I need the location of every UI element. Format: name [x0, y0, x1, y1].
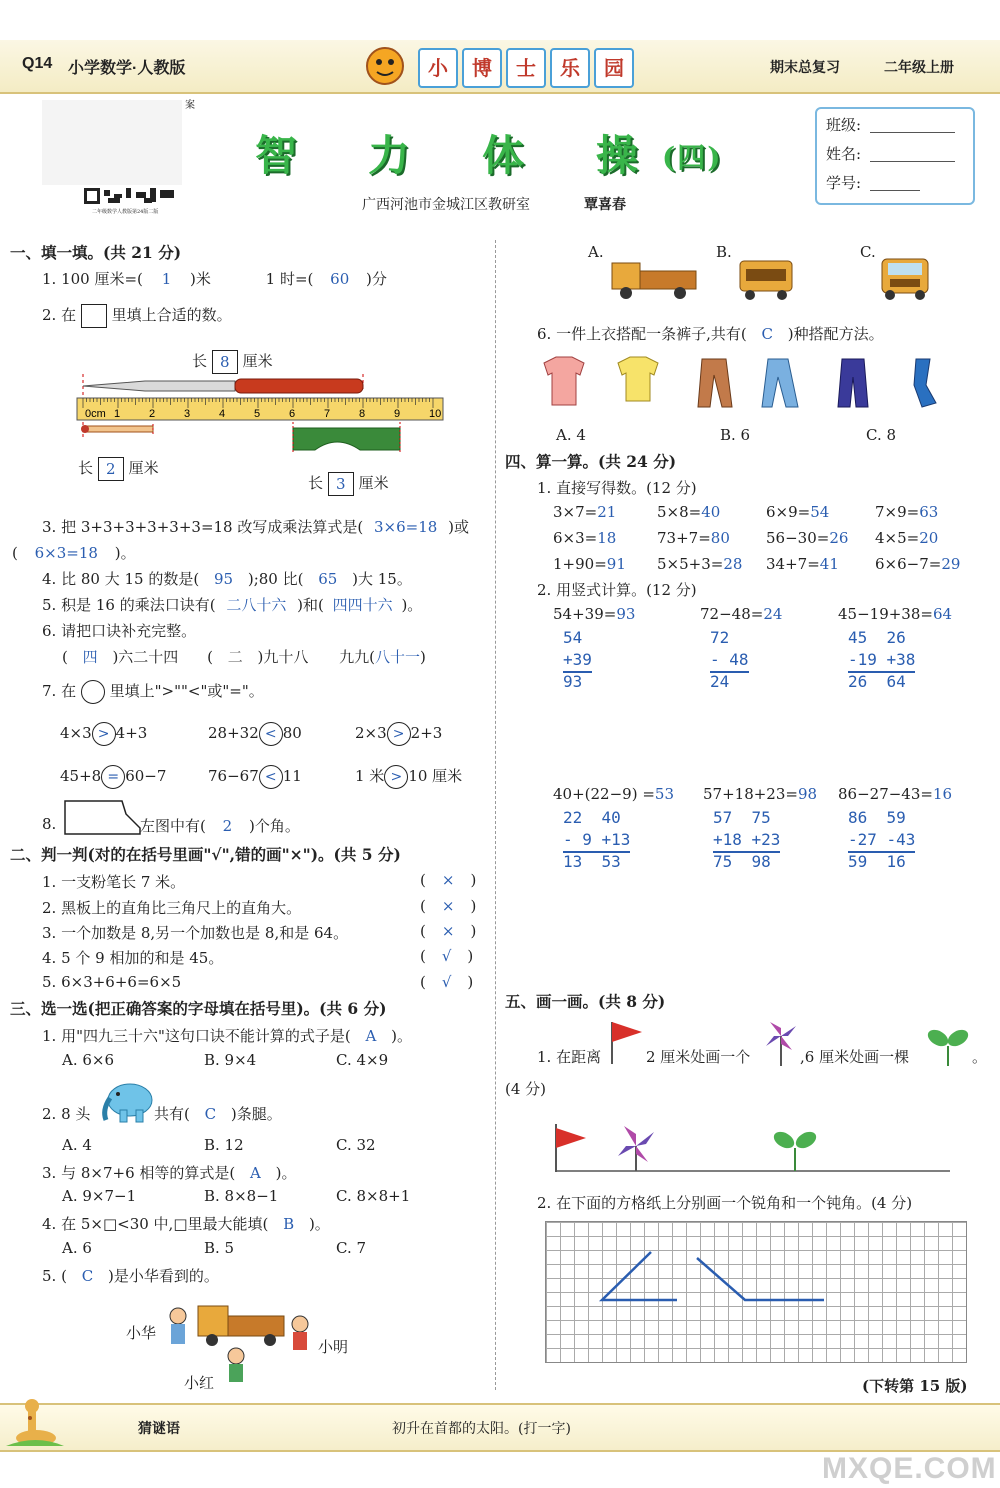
- q-text: 2+3: [410, 724, 443, 742]
- grade-label: 二年级上册: [884, 60, 954, 76]
- brand-char: 士: [506, 48, 546, 88]
- calc-question: 6×3=: [553, 529, 598, 547]
- q-text: 6. 一件上衣搭配一条裤子,共有(: [537, 325, 747, 343]
- calc-part1: 1. 直接写得数。(12 分): [537, 479, 697, 497]
- ruler-diagram: [75, 370, 445, 455]
- ruler-tick-label: 0cm: [85, 408, 106, 420]
- option-label: B.: [716, 243, 732, 261]
- q-text: )是小华看到的。: [107, 1267, 219, 1285]
- answer: 四: [82, 648, 98, 666]
- qr-caption: 二年级数学人教版第24版二版: [92, 209, 159, 215]
- answer: 40: [701, 503, 721, 521]
- q-text: )个角。: [248, 817, 300, 835]
- section4-heading: 四、算一算。(共 24 分): [505, 452, 677, 471]
- answer: 65: [318, 570, 338, 588]
- answer: 95: [213, 570, 234, 588]
- vertical-calc-row: 75 98: [713, 852, 771, 871]
- id-label: 学号:: [826, 174, 862, 192]
- author-name: 覃喜春: [584, 197, 626, 213]
- compare-item: [208, 722, 302, 746]
- q-text: 5. 积是 16 的乘法口诀有(: [42, 596, 216, 614]
- ruler-tick-label: 1: [114, 408, 121, 420]
- q-text: 4+3: [115, 724, 148, 742]
- direct-calc-item: [766, 529, 848, 547]
- vertical-calc-equation: [838, 785, 952, 803]
- brand-char: 小: [418, 48, 458, 88]
- answer: A: [365, 1027, 377, 1045]
- judge-answer: ( √ ): [420, 947, 474, 965]
- option: C. 8×8+1: [336, 1187, 411, 1205]
- option: B. 6: [720, 426, 751, 444]
- q1-3: [42, 516, 469, 537]
- answer: 2: [222, 817, 233, 835]
- answer: ×: [441, 922, 455, 940]
- option: A. 9×7−1: [62, 1187, 137, 1205]
- choice-q5: [42, 1265, 219, 1286]
- answer: 8: [212, 350, 238, 374]
- clothes-icon: [536, 355, 946, 413]
- q1-2: [42, 304, 232, 328]
- direct-calc-item: [657, 503, 720, 521]
- kid-label: 小明: [318, 1338, 349, 1356]
- q1-3b: [12, 542, 136, 563]
- direct-calc-item: [553, 555, 626, 573]
- author-org: 广西河池市金城江区教研室: [362, 197, 530, 213]
- vertical-calc-row: 86 59: [848, 808, 906, 827]
- answer: 21: [597, 503, 617, 521]
- answer: 18: [597, 529, 617, 547]
- q-text: )大 15。: [352, 570, 412, 588]
- elephant-icon: [98, 1076, 156, 1124]
- q-text: 7. 在: [42, 682, 77, 700]
- answer: 2: [98, 457, 124, 481]
- answer: 91: [606, 555, 626, 573]
- id-field[interactable]: [870, 190, 920, 191]
- vertical-calc-row: 13 53: [563, 852, 621, 871]
- calc-question: 54+39=: [553, 605, 617, 623]
- answer: B: [283, 1215, 295, 1233]
- judge-answer: ( × ): [420, 922, 477, 940]
- answer: 98: [797, 785, 818, 803]
- vertical-calc-row: - 9 +13: [563, 829, 630, 853]
- q-text: 九九(: [339, 648, 376, 666]
- compare-item: [355, 765, 462, 789]
- q-text: (: [207, 648, 213, 666]
- compare-item: [355, 722, 442, 746]
- title-number: (四): [662, 141, 723, 174]
- answer: C: [81, 1267, 94, 1285]
- q-text: )米: [190, 270, 211, 288]
- q-text: 28+32: [208, 724, 259, 742]
- unit-label: 厘米: [358, 474, 389, 492]
- answer: 16: [932, 785, 953, 803]
- option: B. 8×8−1: [204, 1187, 279, 1205]
- q1-8-num: 8.: [42, 815, 57, 833]
- q-text: )和(: [297, 596, 324, 614]
- q-text: )。: [391, 1027, 412, 1045]
- calc-question: 86−27−43=: [838, 785, 933, 803]
- choice-q1: [42, 1025, 412, 1046]
- option: C. 8: [866, 426, 897, 444]
- answer: A: [250, 1164, 261, 1182]
- qr-note: 案: [185, 100, 195, 111]
- q-text: 4×3: [60, 724, 92, 742]
- answer: 93: [616, 605, 636, 623]
- vertical-calc-row: - 48: [710, 649, 749, 673]
- answer: C: [204, 1105, 217, 1123]
- kid-label: 小华: [126, 1324, 157, 1342]
- vertical-calc-row: +39: [563, 649, 592, 673]
- q-text: 里填上">""<"或"="。: [109, 682, 264, 700]
- answer: 3×6=18: [374, 518, 438, 536]
- direct-calc-item: [766, 555, 839, 573]
- review-title: 期末总复习: [770, 60, 840, 76]
- unit-label: 厘米: [242, 352, 273, 370]
- calc-question: 45−19+38=: [838, 605, 933, 623]
- answer: 1: [161, 270, 172, 288]
- q-text: ): [420, 648, 426, 666]
- choice-q6: [537, 323, 884, 344]
- direct-calc-item: [875, 529, 938, 547]
- q-text: 里填上合适的数。: [111, 306, 232, 324]
- watermark: MXQE.COM: [822, 1452, 997, 1485]
- vertical-calc-row: 59 16: [848, 852, 906, 871]
- q-text: 1 米: [355, 767, 385, 785]
- brand-char: 博: [462, 48, 502, 88]
- q-text: (: [62, 648, 68, 666]
- ruler-tick-label: 7: [324, 408, 331, 420]
- vertical-calc-equation: [700, 605, 782, 623]
- vertical-calc-row: 24: [710, 672, 730, 691]
- option: C. 4×9: [336, 1051, 389, 1069]
- answer: √: [441, 947, 452, 965]
- pinwheel-icon: [762, 1018, 800, 1068]
- direct-calc-item: [553, 529, 616, 547]
- vertical-calc-row: -27 -43: [848, 829, 915, 853]
- answer: 80: [710, 529, 730, 547]
- q-text: (: [12, 544, 18, 562]
- choice-q4: [42, 1213, 330, 1234]
- name-field[interactable]: [870, 161, 955, 162]
- option: A. 6: [62, 1239, 92, 1257]
- q1-8: [140, 815, 300, 836]
- vertical-calc-row: 45 26: [848, 628, 906, 647]
- calc-question: 56−30=: [766, 529, 830, 547]
- q-text: )或: [448, 518, 469, 536]
- calc-part2: 2. 用竖式计算。(12 分): [537, 581, 697, 599]
- choice-q2: [154, 1103, 282, 1124]
- judge-item: 3. 一个加数是 8,另一个加数也是 8,和是 64。: [42, 924, 349, 942]
- answer: 53: [654, 785, 674, 803]
- judge-answer: ( × ): [420, 897, 477, 915]
- sprout-icon: [926, 1024, 970, 1068]
- choice-q3: [42, 1162, 297, 1183]
- vertical-calc-row: 26 64: [848, 672, 906, 691]
- section5-heading: 五、画一画。(共 8 分): [505, 992, 666, 1011]
- truck-side-icon: [610, 255, 700, 301]
- len-label: 长: [78, 459, 94, 477]
- answer: 54: [810, 503, 830, 521]
- calc-question: 73+7=: [657, 529, 711, 547]
- answer: 3: [328, 472, 354, 496]
- ruler-tick-label: 8: [359, 408, 366, 420]
- q-text: 2. 在: [42, 306, 77, 324]
- vertical-calc-row: 22 40: [563, 808, 621, 827]
- subject-label: 小学数学·人教版: [68, 60, 186, 77]
- q-text: 5. (: [42, 1267, 67, 1285]
- q1-1: [42, 268, 387, 289]
- q1-6-items: [62, 646, 426, 667]
- class-label: 班级:: [826, 116, 862, 134]
- option: B. 9×4: [204, 1051, 257, 1069]
- q1-4: [42, 568, 412, 589]
- answer: 八十一: [375, 648, 421, 666]
- draw-q1-score: (4 分): [505, 1080, 547, 1098]
- title-char: 体: [482, 131, 527, 180]
- option-label: A.: [588, 243, 604, 261]
- truck-front-icon: [878, 255, 932, 301]
- draw-answer-line: [550, 1120, 952, 1176]
- riddle-text: 初升在首都的太阳。(打一字): [392, 1421, 571, 1437]
- q-text: 左图中有(: [140, 817, 206, 835]
- vertical-calc-equation: [553, 605, 635, 623]
- answer: 26: [829, 529, 849, 547]
- compare-item: [60, 722, 147, 746]
- option: A. 4: [556, 426, 586, 444]
- answer: 64: [932, 605, 953, 623]
- answer: =: [101, 765, 125, 789]
- option: C. 32: [336, 1136, 376, 1154]
- answer: 41: [819, 555, 839, 573]
- q1-5: [42, 594, 422, 615]
- compare-item: [208, 765, 302, 789]
- judge-answer: ( √ ): [420, 973, 474, 991]
- vertical-calc-row: 54: [563, 628, 583, 647]
- vertical-calc-equation: [553, 785, 674, 803]
- judge-item: 2. 黑板上的直角比三角尺上的直角大。: [42, 899, 302, 917]
- q-text: )种搭配方法。: [787, 325, 884, 343]
- calc-question: 6×6−7=: [875, 555, 942, 573]
- truck-back-icon: [738, 255, 794, 301]
- q1-6: 6. 请把口诀补充完整。: [42, 622, 197, 640]
- answer: <: [259, 722, 283, 746]
- q-text: 4. 比 80 大 15 的数是(: [42, 570, 200, 588]
- answer: 四四十六: [332, 596, 393, 614]
- giraffe-icon: [6, 1398, 64, 1448]
- q-text: )六二十四: [112, 648, 179, 666]
- vertical-calc-row: -19 +38: [848, 649, 915, 673]
- answer: 二: [227, 648, 243, 666]
- q-text: 2×3: [355, 724, 387, 742]
- riddle-label: 猜谜语: [138, 1421, 180, 1437]
- draw-q1c: ,6 厘米处画一棵: [800, 1048, 910, 1066]
- judge-item: 1. 一支粉笔长 7 米。: [42, 873, 186, 891]
- calc-question: 3×7=: [553, 503, 598, 521]
- vertical-calc-row: +18 +23: [713, 829, 780, 853]
- answer: ×: [441, 897, 455, 915]
- answer: <: [259, 765, 283, 789]
- calc-question: 57+18+23=: [703, 785, 798, 803]
- q-text: )。: [401, 596, 423, 614]
- title-char: 力: [368, 131, 413, 180]
- direct-calc-item: [875, 503, 938, 521]
- q-text: 60−7: [125, 767, 167, 785]
- q-text: 11: [282, 767, 302, 785]
- calc-question: 5×8=: [657, 503, 702, 521]
- q-text: 80: [282, 724, 302, 742]
- calc-question: 6×9=: [766, 503, 811, 521]
- unit-label: 厘米: [128, 459, 159, 477]
- q-text: );80 比(: [247, 570, 304, 588]
- q-text: 1. 100 厘米=(: [42, 270, 143, 288]
- ruler-tick-label: 4: [219, 408, 226, 420]
- circle-icon: [81, 680, 105, 704]
- answer: >: [387, 722, 411, 746]
- choice-q2-pre: 2. 8 头: [42, 1105, 91, 1123]
- direct-calc-item: [657, 555, 742, 573]
- direct-calc-item: [553, 503, 616, 521]
- q-text: 共有(: [154, 1105, 190, 1123]
- draw-q1b: 2 厘米处画一个: [646, 1048, 751, 1066]
- judge-item: 5. 6×3+6+6=6×5: [42, 973, 182, 991]
- ruler-tick-label: 9: [394, 408, 401, 420]
- section3-heading: 三、选一选(把正确答案的字母填在括号里)。(共 6 分): [10, 999, 387, 1018]
- ruler-tick-label: 5: [254, 408, 261, 420]
- len-label: 长: [308, 474, 324, 492]
- square-box-icon: [81, 304, 107, 328]
- qr-placeholder: [42, 100, 182, 185]
- option-label: C.: [860, 243, 876, 261]
- calc-question: 1+90=: [553, 555, 607, 573]
- vertical-calc-row: 57 75: [713, 808, 771, 827]
- option: C. 7: [336, 1239, 367, 1257]
- q-text: )九十八: [257, 648, 309, 666]
- answer: 二八十六: [226, 596, 287, 614]
- draw-q1a: 1. 在距离: [537, 1048, 602, 1066]
- q-text: 3. 把 3+3+3+3+3+3=18 改写成乘法算式是(: [42, 518, 364, 536]
- answer: 28: [723, 555, 743, 573]
- title-char: 操: [596, 131, 641, 180]
- ruler-tick-label: 3: [184, 408, 191, 420]
- brand-char: 乐: [550, 48, 590, 88]
- calc-question: 5×5+3=: [657, 555, 724, 573]
- answer: ×: [441, 871, 455, 889]
- judge-answer: ( × ): [420, 871, 477, 889]
- section2-heading: 二、判一判(对的在括号里画"√",错的画"×")。(共 5 分): [10, 845, 401, 864]
- option: A. 6×6: [62, 1051, 115, 1069]
- column-divider: [495, 240, 496, 1390]
- vertical-calc-equation: [838, 605, 952, 623]
- q-text: 1. 用"四九三十六"这句口诀不能计算的式子是(: [42, 1027, 351, 1045]
- q-text: )。: [114, 544, 136, 562]
- section1-heading: 一、填一填。(共 21 分): [10, 243, 182, 262]
- q-text: )分: [366, 270, 387, 288]
- title-char: 智: [255, 131, 300, 180]
- answer: 29: [941, 555, 961, 573]
- flag-icon: [608, 1020, 644, 1066]
- calc-question: 7×9=: [875, 503, 920, 521]
- draw-q2: 2. 在下面的方格纸上分别画一个锐角和一个钝角。(4 分): [537, 1194, 913, 1212]
- kid-label: 小红: [184, 1374, 215, 1392]
- calc-question: 72−48=: [700, 605, 764, 623]
- q-text: 1 时=(: [265, 270, 314, 288]
- page-code: Q14: [22, 55, 53, 72]
- calc-question: 4×5=: [875, 529, 920, 547]
- q-text: 10 厘米: [408, 767, 463, 785]
- eraser-length: [308, 472, 389, 496]
- draw-q1d: 。: [972, 1048, 988, 1066]
- tiger-mascot-icon: [360, 42, 410, 90]
- brand-char: 园: [594, 48, 634, 88]
- answer: >: [92, 722, 116, 746]
- q-text: 4. 在 5×□<30 中,□里最大能填(: [42, 1215, 269, 1233]
- answer: 63: [919, 503, 939, 521]
- option: B. 5: [204, 1239, 235, 1257]
- answer: >: [384, 765, 408, 789]
- answer: 20: [919, 529, 939, 547]
- class-field[interactable]: [870, 132, 955, 133]
- angles-drawing: [545, 1221, 965, 1361]
- compare-item: [60, 765, 166, 789]
- turn-note: (下转第 15 版): [862, 1377, 968, 1395]
- corner-shape-icon: [64, 800, 142, 836]
- calc-question: 34+7=: [766, 555, 820, 573]
- direct-calc-item: [766, 503, 829, 521]
- ruler-tick-label: 10: [429, 408, 442, 420]
- len-label: 长: [192, 352, 208, 370]
- calc-question: 40+(22−9) =: [553, 785, 655, 803]
- q-text: 3. 与 8×7+6 相等的算式是(: [42, 1164, 236, 1182]
- q-text: )条腿。: [230, 1105, 282, 1123]
- vertical-calc-row: 72: [710, 628, 730, 647]
- answer: 60: [330, 270, 350, 288]
- name-label: 姓名:: [826, 145, 862, 163]
- q1-7: [42, 680, 264, 704]
- answer: C: [761, 325, 773, 343]
- ruler-tick-label: 6: [289, 408, 296, 420]
- direct-calc-item: [875, 555, 960, 573]
- q-text: 45+8: [60, 767, 102, 785]
- q-text: )。: [308, 1215, 330, 1233]
- q-text: )。: [275, 1164, 297, 1182]
- vertical-calc-equation: [703, 785, 817, 803]
- q-text: 76−67: [208, 767, 259, 785]
- answer: 6×3=18: [34, 544, 98, 562]
- answer: √: [441, 973, 452, 991]
- qr-code-icon: [84, 188, 182, 210]
- ruler-tick-label: 2: [149, 408, 156, 420]
- truck-scene-icon: [162, 1298, 322, 1390]
- answer: 24: [763, 605, 783, 623]
- judge-item: 4. 5 个 9 相加的和是 45。: [42, 949, 224, 967]
- option: A. 4: [62, 1136, 92, 1154]
- direct-calc-item: [657, 529, 730, 547]
- option: B. 12: [204, 1136, 244, 1154]
- vertical-calc-row: 93: [563, 672, 583, 691]
- match-length: [78, 457, 159, 481]
